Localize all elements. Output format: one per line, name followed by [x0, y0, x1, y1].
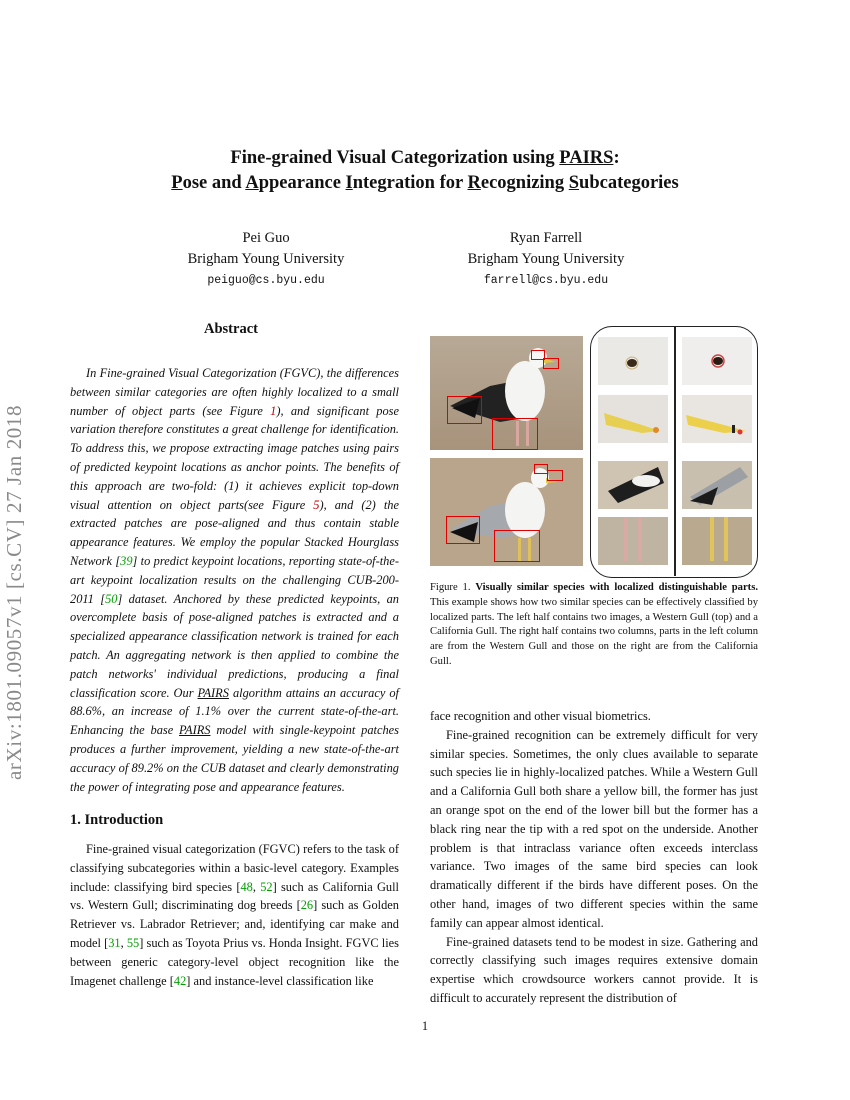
intro-column-left [70, 840, 399, 990]
part-bill-california [682, 395, 752, 443]
keypoint-box [447, 396, 482, 424]
caption-body: This example shows how two similar species can be effectively classified by localized parts. The left half contains two images, a Western Gull (top) and a California Gull. The right half contains two columns, parts in the left column are from the Western Gull and those on the right are from the California Gull. [430, 596, 758, 667]
title-initial: S [568, 173, 580, 193]
text-run: ] such as California Gull vs. Western Gull; discriminating dog breeds [ [70, 879, 399, 913]
part-wingtip-california [682, 461, 752, 509]
part-bill-western [598, 395, 668, 443]
text-run: , [252, 879, 261, 894]
keypoint-box [446, 516, 480, 544]
text-run: algorithm attains an accuracy of 88.6%, an increase of 1.1% over the current state-of-the-art. Enhancing the base [70, 685, 399, 738]
author-affiliation: Brigham Young University [467, 251, 625, 267]
part-eye-california [682, 337, 752, 385]
text-run: ] and instance-level classification like [186, 973, 374, 988]
california-gull-photo [430, 458, 583, 566]
figure-1-caption [430, 581, 758, 670]
figure-ref-link[interactable]: 1 [270, 403, 277, 418]
text-run: ), and (2) the extracted patches are pose-aligned and thus contain stable appearance features. We employ the popular Stacked Hourglass Network [ [70, 497, 399, 568]
panel-divider [674, 327, 676, 576]
title-word: ose and [182, 173, 246, 193]
figure-ref-link[interactable]: 5 [313, 497, 320, 512]
keypoint-box [492, 418, 538, 450]
author-name: Ryan Farrell [509, 230, 583, 246]
title-word: ppearance [258, 173, 346, 193]
text-run: In Fine-grained Visual Categorization (FGVC), the differences between similar categories are often highly localized to a small number of object parts (see Figure [70, 366, 399, 418]
citation-link[interactable]: 42 [173, 973, 187, 988]
text-run: model with single-keypoint patches produces a further improvement, yielding a new state-of-the-art accuracy of 89.2% on the CUB dataset and clearly demonstrating the power of integrating pose and appearance features. [70, 723, 399, 794]
text-run: ] such as Golden Retriever vs. Labrador Retriever; and, identifying car make and model [ [70, 898, 399, 950]
figure-1 [430, 326, 758, 578]
parts-comparison-panel [590, 326, 758, 578]
citation-link[interactable]: 50 [105, 591, 118, 606]
title-initial: R [467, 173, 481, 193]
title-initial: P [171, 173, 183, 193]
keypoint-box [543, 358, 559, 369]
title-initial: A [245, 173, 259, 193]
acronym: PAIRS [179, 723, 211, 738]
abstract-text [70, 364, 399, 796]
author-email: farrell@cs.byu.edu [483, 274, 609, 287]
intro-column-right [430, 707, 758, 1008]
title-line-2 [60, 171, 790, 196]
text-run: ] such as Toyota Prius vs. Honda Insight. FGVC lies between generic category-level object recognition like the Imagenet challenge [ [70, 935, 399, 988]
page-number: 1 [421, 1019, 429, 1033]
text-run: ), and significant pose variation therefore constitutes a great challenge for identification. To address this, we propose extracting image patches using pairs of predicted keypoint locations as anchor points. The benefits of this approach are two-fold: (1) it achieves explicit top-down visual attention on object parts(see Figure [70, 403, 399, 512]
citation-link[interactable]: 55 [126, 935, 140, 950]
abstract-heading: Abstract [204, 321, 258, 337]
arxiv-identifier: arXiv:1801.09057v1 [cs.CV] 27 Jan 2018 [2, 404, 26, 780]
keypoint-box [534, 464, 548, 474]
paper-title [60, 146, 790, 196]
part-eye-western [598, 337, 668, 385]
text-run: Fine-grained visual categorization (FGVC) refers to the task of classifying subcategories within a basic-level category. Examples include: classifying bird species [ [70, 842, 399, 894]
author-block-2 [416, 228, 676, 291]
intro-paragraph [70, 840, 399, 990]
citation-link[interactable]: 52 [260, 879, 273, 894]
citation-link[interactable]: 48 [240, 879, 253, 894]
text-run: ] to predict keypoint locations, reporting state-of-the-art keypoint localization results on the challenging CUB-200-2011 [ [70, 553, 399, 606]
part-wingtip-western [598, 461, 668, 509]
caption-bold: Visually similar species with localized distinguishable parts. [475, 582, 758, 593]
author-email: peiguo@cs.byu.edu [207, 274, 325, 287]
citation-link[interactable]: 39 [120, 553, 133, 568]
title-line-1: Fine-grained Visual Categorization using PAIRS: [230, 148, 620, 168]
part-legs-western [598, 517, 668, 565]
western-gull-photo [430, 336, 583, 450]
text-run: , [120, 935, 127, 950]
title-word: ecognizing [480, 173, 569, 193]
author-name: Pei Guo [242, 230, 290, 246]
author-block-1 [136, 228, 396, 291]
citation-link[interactable]: 31 [108, 935, 121, 950]
title-word: ntegration for [352, 173, 468, 193]
intro-paragraph: Fine-grained datasets tend to be modest in size. Gathering and correctly classifying such images requires extensive domain expertise which crowdsource workers cannot provide. It is difficult to accurately represent the distribution of [430, 934, 758, 1005]
intro-paragraph: Fine-grained recognition can be extremely difficult for very similar species. Sometimes, the only clues available to separate such species lie in highly-localized patches. While a Western Gull and a California Gull both share a yellow bill, the former has just an orange spot on the end of the lower bill but the former has a black ring near the tip with a red spot on the underside. Another problem is that intraclass variance often exceeds interclass variance. Two images of the same bird species can look dramatically different if the birds have different poses. On the other hand, images of two different species within the same family can appear almost identical. [430, 727, 758, 930]
part-legs-california [682, 517, 752, 565]
intro-paragraph: face recognition and other visual biometrics. [430, 709, 651, 723]
citation-link[interactable]: 26 [300, 898, 314, 913]
caption-label: Figure 1. [430, 582, 471, 593]
acronym: PAIRS [197, 685, 229, 700]
title-word: ubcategories [579, 173, 679, 193]
title-initial: I [345, 173, 353, 193]
keypoint-box [494, 530, 540, 562]
text-run: ] dataset. Anchored by these predicted keypoints, an overcomplete basis of pose-aligned patches is extracted and a specialized appearance classification network is trained for each patch. An aggregating network is then applied to combine the patch networks' individual predictions, producing a final classification score. Our [70, 591, 400, 700]
section-heading-introduction: 1. Introduction [70, 812, 164, 828]
author-affiliation: Brigham Young University [187, 251, 345, 267]
keypoint-box [547, 470, 563, 481]
